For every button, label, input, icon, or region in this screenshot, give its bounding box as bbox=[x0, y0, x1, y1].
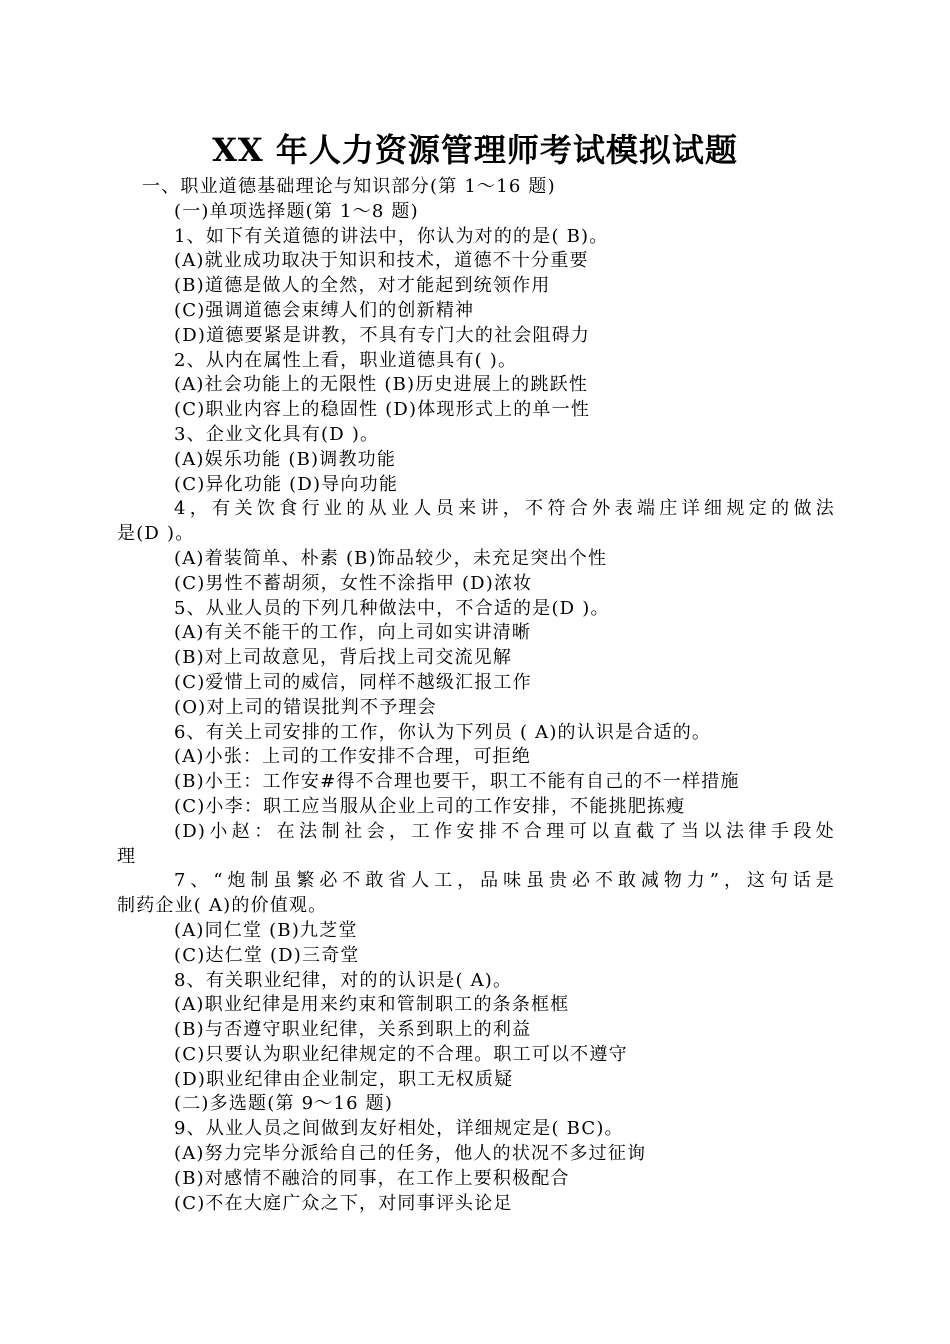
text-line: (A)娱乐功能 (B)调教功能 bbox=[174, 448, 397, 470]
text-line: (D)职业纪律由企业制定，职工无权质疑 bbox=[174, 1068, 514, 1090]
document-body bbox=[117, 175, 835, 1216]
text-line: 理 bbox=[117, 845, 137, 867]
text-line: (A)着装简单、朴素 (B)饰品较少，未充足突出个性 bbox=[174, 547, 608, 569]
text-line: (C)男性不蓄胡须，女性不涂指甲 (D)浓妆 bbox=[174, 572, 533, 594]
text-line: (C)爱惜上司的威信，同样不越级汇报工作 bbox=[174, 671, 532, 693]
text-line: (C)不在大庭广众之下，对同事评头论足 bbox=[174, 1192, 513, 1214]
text-line: 6、有关上司安排的工作，你认为下列员 ( A)的认识是合适的。 bbox=[174, 721, 712, 743]
text-line: (B)道德是做人的全然，对才能起到统领作用 bbox=[174, 275, 551, 297]
text-line: 1、如下有关道德的讲法中，你认为对的的是( B)。 bbox=[174, 225, 609, 247]
text-line: 5、从业人员的下列几种做法中，不合适的是(D )。 bbox=[174, 597, 610, 619]
text-line: (B)对感情不融洽的同事，在工作上要积极配合 bbox=[174, 1167, 570, 1189]
text-line: 2、从内在属性上看，职业道德具有( )。 bbox=[174, 349, 518, 371]
text-line: (B)小王：工作安#得不合理也要干，职工不能有自己的不一样措施 bbox=[174, 771, 740, 793]
text-line: (D)道德要紧是讲教，不具有专门大的社会阻碍力 bbox=[174, 324, 591, 346]
text-line: (B)与否遵守职业纪律，关系到职上的利益 bbox=[174, 1019, 532, 1041]
text-line: (B)对上司故意见，背后找上司交流见解 bbox=[174, 647, 513, 669]
text-line: (A)社会功能上的无限性 (B)历史进展上的跳跃性 bbox=[174, 374, 589, 396]
text-line: (A)同仁堂 (B)九芝堂 bbox=[174, 919, 358, 941]
text-line: (A)小张：上司的工作安排不合理，可拒绝 bbox=[174, 746, 532, 768]
text-line: (O)对上司的错误批判不予理会 bbox=[174, 696, 437, 718]
text-line: 7、“炮制虽繁必不敢省人工，品味虽贵必不敢减物力”，这句话是 bbox=[174, 870, 835, 892]
text-line: 8、有关职业纪律，对的的认识是( A)。 bbox=[174, 969, 513, 991]
text-line: 一、职业道德基础理论与知识部分(第 1～16 题) bbox=[142, 176, 556, 197]
text-line: (C)小李：职工应当服从企业上司的工作安排，不能挑肥拣瘦 bbox=[174, 795, 686, 817]
text-line: (C)异化功能 (D)导向功能 bbox=[174, 473, 399, 495]
text-line: (C)职业内容上的稳固性 (D)体现形式上的单一性 bbox=[174, 399, 591, 421]
text-line: (二)多选题(第 9～16 题) bbox=[174, 1093, 394, 1115]
text-line: (A)努力完毕分派给自己的任务，他人的状况不多过征询 bbox=[174, 1143, 647, 1165]
document-title: XX 年人力资源管理师考试模拟试题 bbox=[212, 131, 738, 169]
text-line: (C)达仁堂 (D)三奇堂 bbox=[174, 944, 360, 966]
text-line: (C)强调道德会束缚人们的创新精神 bbox=[174, 299, 475, 321]
text-line: (A)就业成功取决于知识和技术，道德不十分重要 bbox=[174, 250, 589, 272]
text-line: (A)有关不能干的工作，向上司如实讲清晰 bbox=[174, 622, 532, 644]
text-line: (D)小赵：在法制社会，工作安排不合理可以直截了当以法律手段处 bbox=[174, 820, 835, 842]
text-line: 是(D )。 bbox=[117, 523, 195, 545]
text-line: 9、从业人员之间做到友好相处，详细规定是( BC)。 bbox=[174, 1118, 624, 1140]
text-line: 3、企业文化具有(D )。 bbox=[174, 423, 380, 445]
text-line: (一)单项选择题(第 1～8 题) bbox=[174, 200, 419, 222]
text-line: (C)只要认为职业纪律规定的不合理。职工可以不遵守 bbox=[174, 1043, 628, 1065]
text-line: 4，有关饮食行业的从业人员来讲，不符合外表端庄详细规定的做法 bbox=[174, 498, 835, 520]
text-line: 制药企业( A)的价值观。 bbox=[117, 895, 328, 917]
text-line: (A)职业纪律是用来约束和管制职工的条条框框 bbox=[174, 994, 570, 1016]
